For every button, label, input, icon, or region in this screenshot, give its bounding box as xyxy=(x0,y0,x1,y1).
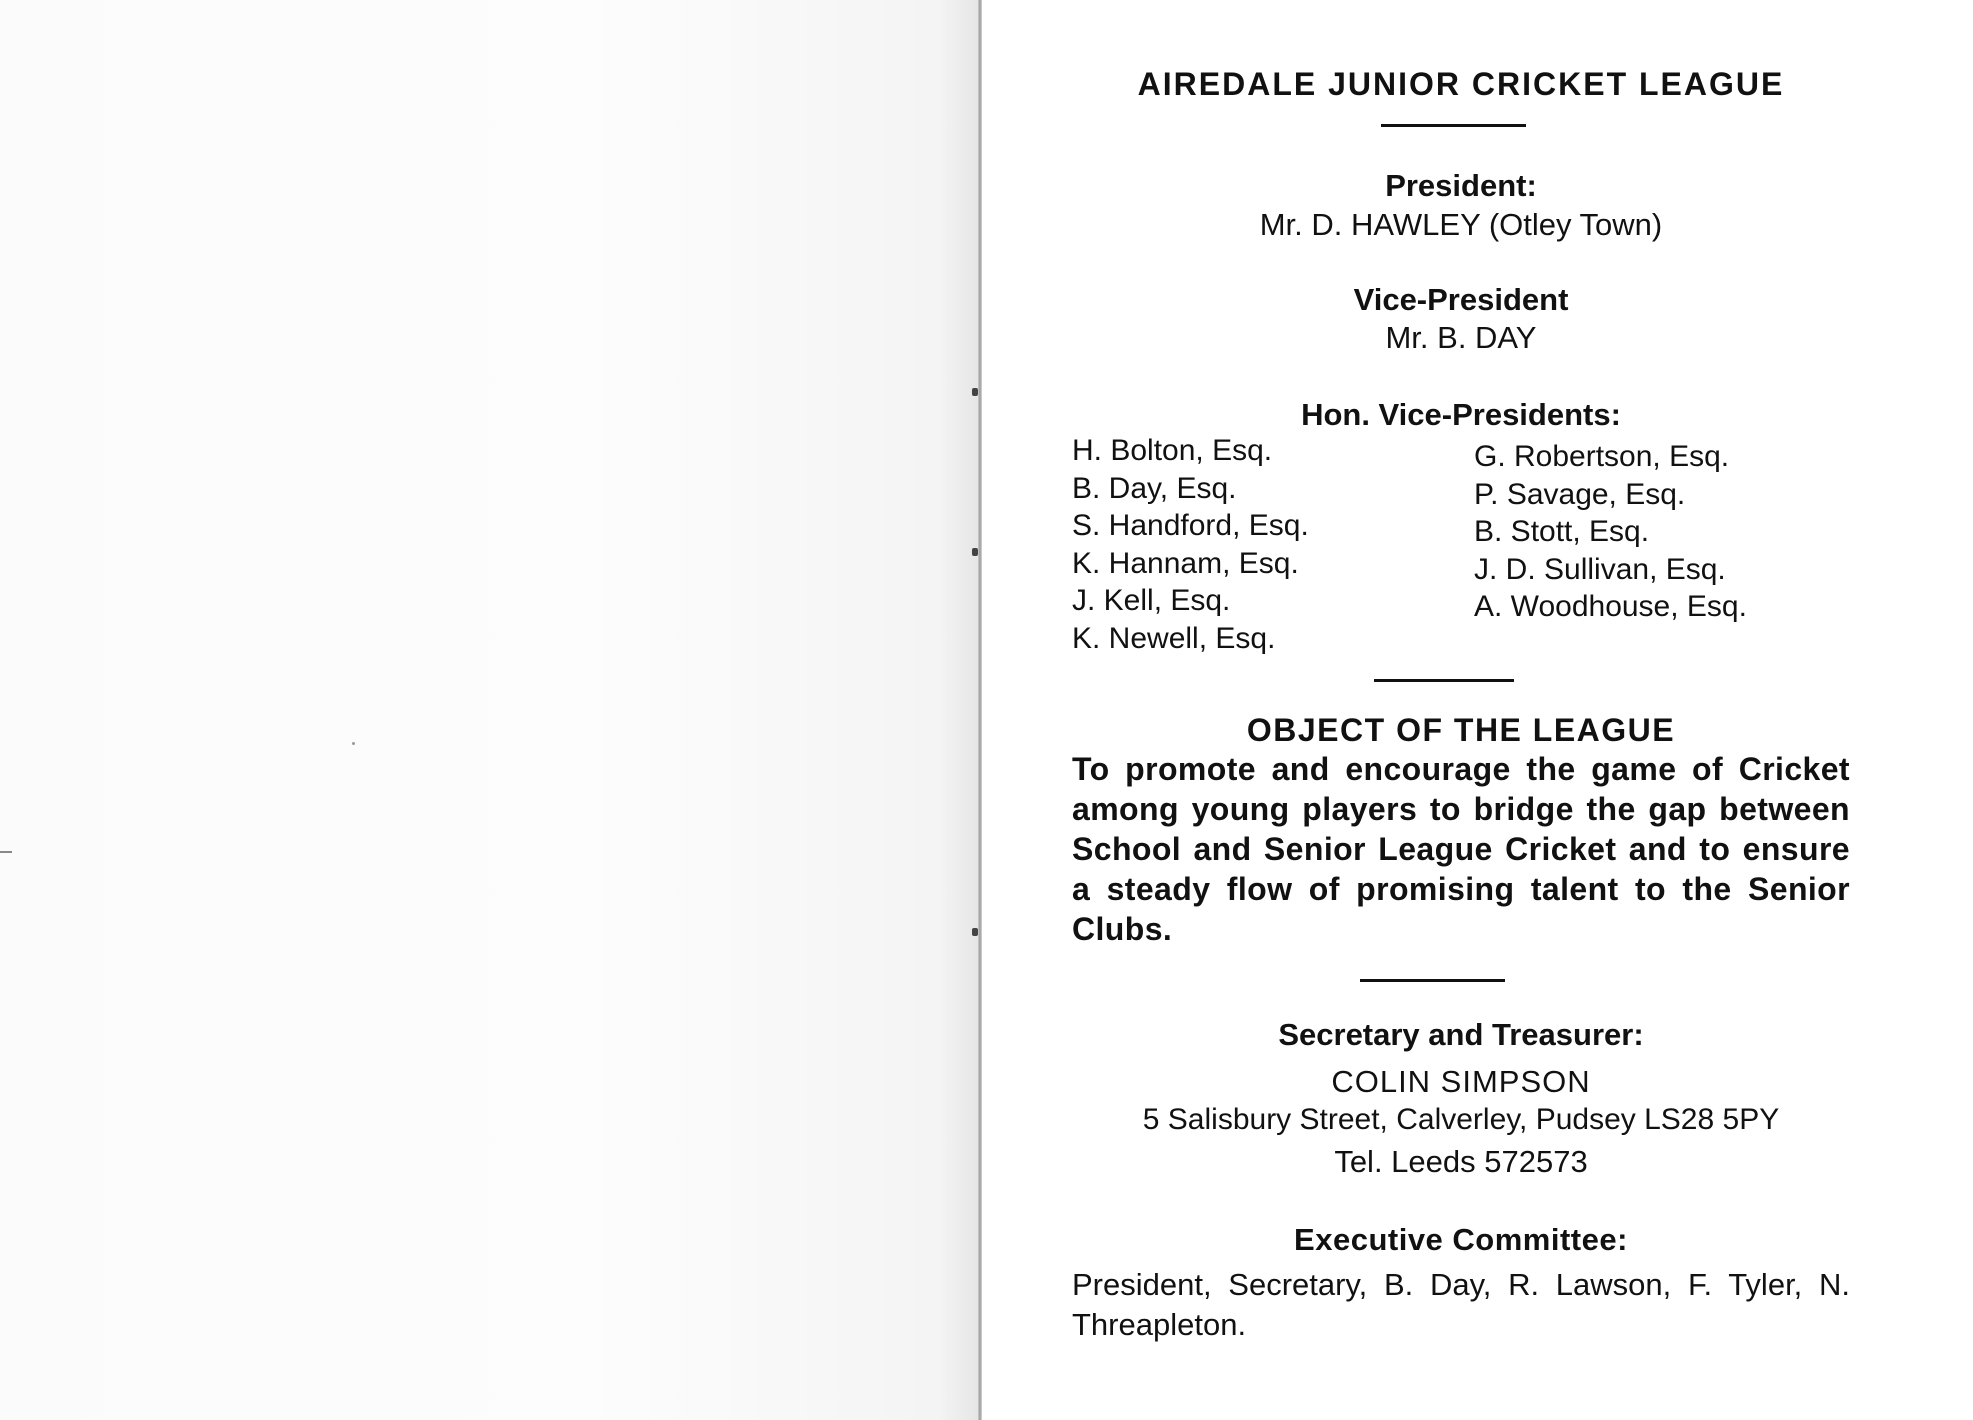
list-item: P. Savage, Esq. xyxy=(1474,477,1686,511)
paper-speck xyxy=(352,742,355,745)
page-edge-mark xyxy=(0,851,12,853)
hon-vice-presidents-label: Hon. Vice-Presidents: xyxy=(1301,397,1621,432)
list-item: K. Hannam, Esq. xyxy=(1072,546,1299,580)
secretary-name: COLIN SIMPSON xyxy=(1331,1064,1591,1099)
list-item: H. Bolton, Esq. xyxy=(1072,434,1273,467)
list-item: A. Woodhouse, Esq. xyxy=(1474,590,1747,623)
executive-members: President, Secretary, B. Day, R. Lawson, F. Tyler, N. Threapleton. xyxy=(1072,1267,1850,1342)
secretary-address: 5 Salisbury Street, Calverley, Pudsey LS28 5PY xyxy=(1142,1103,1780,1136)
president-label: President: xyxy=(1385,168,1537,203)
object-heading: OBJECT OF THE LEAGUE xyxy=(1246,712,1676,748)
president-name: Mr. D. HAWLEY (Otley Town) xyxy=(1259,207,1663,242)
hon-vice-presidents-left-column xyxy=(1072,432,1309,657)
vice-president-label: Vice-President xyxy=(1353,282,1569,317)
divider-rule xyxy=(1360,979,1505,982)
left-page-blank xyxy=(0,0,978,1420)
executive-label: Executive Committee: xyxy=(1294,1222,1628,1257)
divider-rule xyxy=(1381,124,1526,127)
league-title: AIREDALE JUNIOR CRICKET LEAGUE xyxy=(1137,66,1785,102)
hon-vice-presidents-right-column xyxy=(1474,438,1747,626)
list-item: K. Newell, Esq. xyxy=(1072,621,1276,655)
divider-rule xyxy=(1374,679,1514,682)
list-item: J. D. Sullivan, Esq. xyxy=(1474,552,1726,586)
secretary-telephone: Tel. Leeds 572573 xyxy=(1334,1144,1588,1179)
list-item: G. Robertson, Esq. xyxy=(1474,440,1730,473)
staple-mark-bottom xyxy=(972,928,978,936)
secretary-label: Secretary and Treasurer: xyxy=(1278,1017,1644,1052)
list-item: S. Handford, Esq. xyxy=(1072,509,1309,542)
staple-mark-top xyxy=(972,388,978,396)
staple-mark-middle xyxy=(972,548,978,556)
vice-president-name: Mr. B. DAY xyxy=(1385,320,1537,355)
list-item: B. Stott, Esq. xyxy=(1474,515,1650,548)
list-item: J. Kell, Esq. xyxy=(1072,584,1231,617)
object-text: To promote and encourage the game of Cricket among young players to bridge the gap between School and Senior League Cricket and to ensure a steady flow of promising talent to the Senior Clubs. xyxy=(1072,751,1850,947)
list-item: B. Day, Esq. xyxy=(1072,471,1237,505)
